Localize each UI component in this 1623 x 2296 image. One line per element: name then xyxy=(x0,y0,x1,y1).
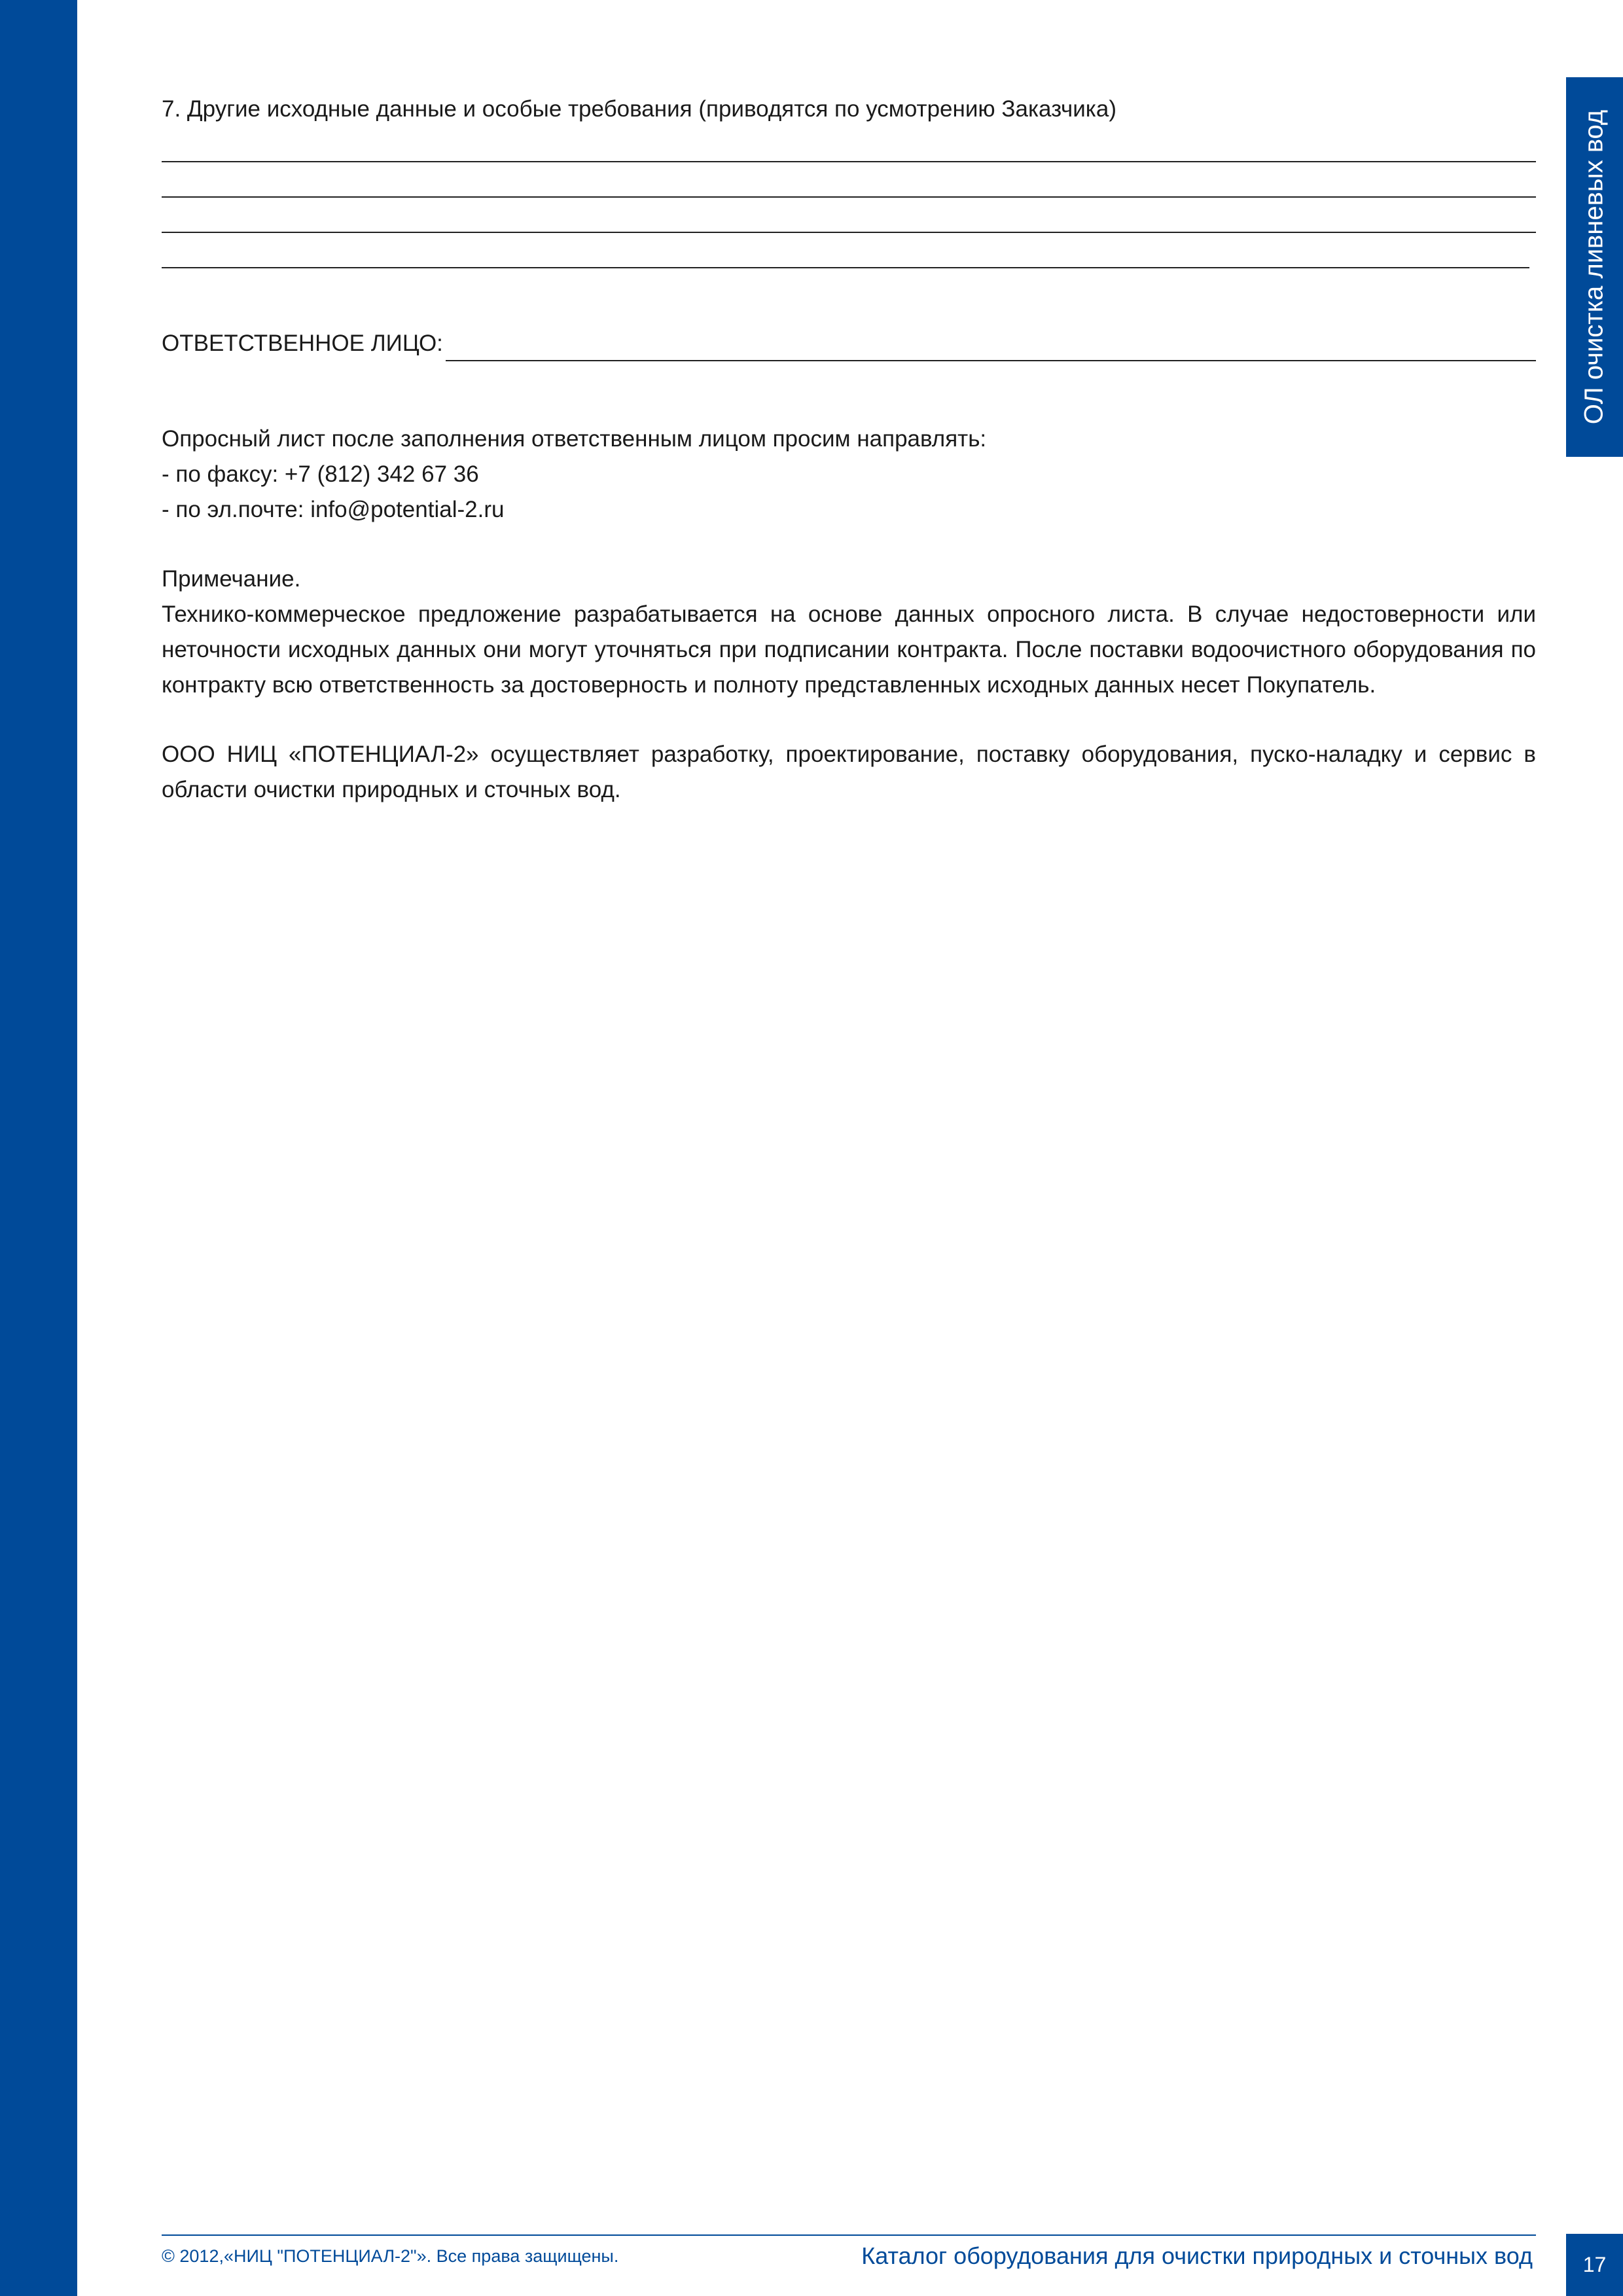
footer-copyright: © 2012,«НИЦ "ПОТЕНЦИАЛ-2"». Все права защищены. xyxy=(162,2246,619,2266)
send-email[interactable]: - по эл.почте: info@potential-2.ru xyxy=(162,497,505,522)
footer-catalog-title: Каталог оборудования для очистки природных и сточных вод xyxy=(861,2242,1533,2269)
footer-divider xyxy=(162,2234,1536,2236)
page-number: 17 xyxy=(1566,2234,1623,2296)
fill-line[interactable] xyxy=(162,198,1536,233)
section7-fill-lines xyxy=(162,127,1536,268)
send-fax: - по факсу: +7 (812) 342 67 36 xyxy=(162,461,479,487)
responsible-person-field[interactable] xyxy=(446,331,1536,361)
section7-heading: 7. Другие исходные данные и особые требования (приводятся по усмотрению Заказчика) xyxy=(162,96,1116,122)
responsible-person-row xyxy=(162,326,1536,361)
fill-line[interactable] xyxy=(162,127,1536,162)
send-instructions xyxy=(162,422,1536,528)
responsible-person-label: ОТВЕТСТВЕННОЕ ЛИЦО: xyxy=(162,331,443,356)
note-text: Технико-коммерческое предложение разрабатывается на основе данных опросного листа. В случае недостоверности или неточности исходных данных они могут уточняться при подписании контракта. После поставки водоочистного оборудования по контракту всю ответственность за достоверность и полноту представленных исходных данных несет Покупатель. xyxy=(162,601,1536,698)
note-title: Примечание. xyxy=(162,566,301,592)
fill-line[interactable] xyxy=(162,233,1529,268)
left-brand-bar xyxy=(0,0,77,2296)
send-intro: Опросный лист после заполнения ответственным лицом просим направлять: xyxy=(162,426,987,452)
company-text: ООО НИЦ «ПОТЕНЦИАЛ-2» осуществляет разработку, проектирование, поставку оборудования, пуско-наладку и сервис в области очистки природных и сточных вод. xyxy=(162,742,1536,802)
company-block xyxy=(162,737,1536,808)
side-tab-label: ОЛ очистка ливневых вод xyxy=(1579,109,1609,425)
page-content xyxy=(162,92,1536,808)
fill-line[interactable] xyxy=(162,162,1536,198)
section-side-tab xyxy=(1566,77,1623,457)
note-block xyxy=(162,562,1536,703)
